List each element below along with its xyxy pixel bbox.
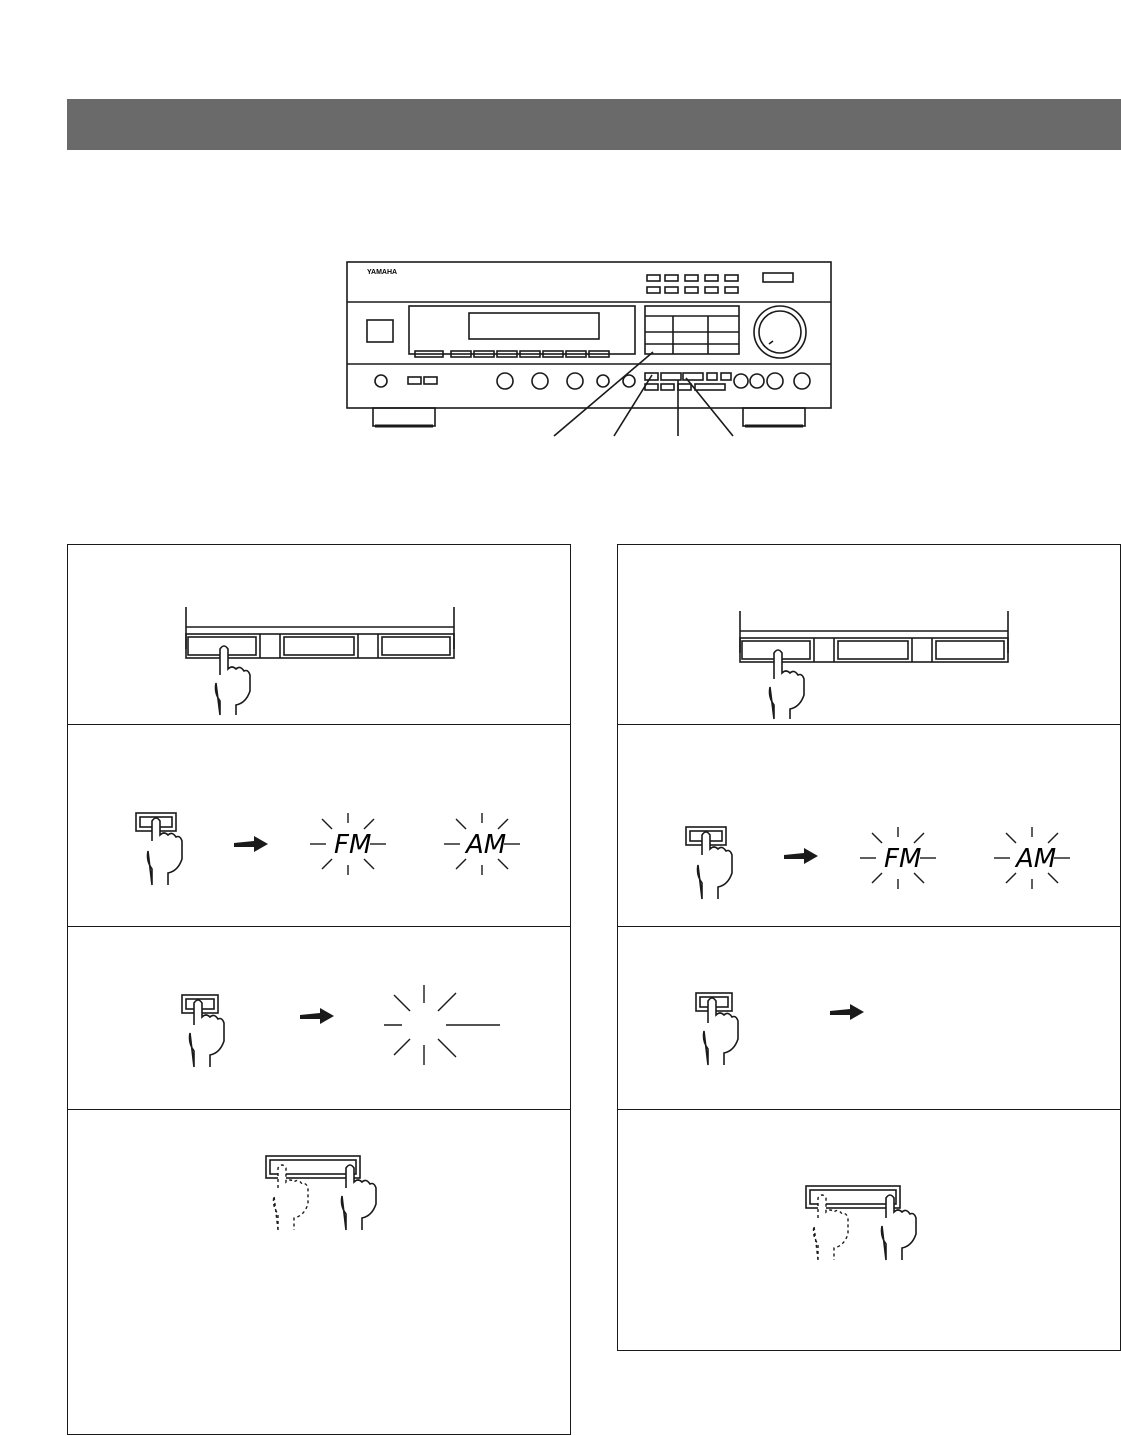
step-4	[618, 1110, 1120, 1352]
pointing-hand-icon	[190, 1000, 225, 1067]
step-2	[618, 725, 1120, 927]
right-arrow-icon	[830, 1004, 864, 1020]
step-2	[68, 725, 570, 927]
step-column-left	[67, 544, 571, 1435]
tuner-buttons-press-illustration	[186, 607, 456, 717]
right-arrow-icon	[234, 836, 268, 852]
pointing-hand-icon	[770, 650, 805, 719]
step-3	[618, 927, 1120, 1110]
step-3	[68, 927, 570, 1110]
blink-rays-icon	[384, 985, 500, 1065]
fm-am-select-illustration	[134, 811, 534, 911]
tuning-slide-illustration	[264, 1154, 374, 1234]
pointing-hand-icon	[698, 832, 733, 899]
display-am: AM	[1016, 844, 1057, 874]
fm-am-select-illustration	[684, 825, 1084, 925]
tuner-buttons-press-illustration	[740, 611, 1010, 721]
display-am: AM	[466, 830, 507, 860]
step-column-right	[617, 544, 1121, 1351]
memory-press-illustration	[694, 987, 894, 1097]
right-arrow-icon	[300, 1008, 334, 1024]
pointing-hand-icon	[882, 1195, 917, 1260]
pointing-hand-icon	[704, 998, 739, 1065]
step-1	[618, 545, 1120, 725]
pointing-hand-icon	[216, 646, 251, 715]
step-1	[68, 545, 570, 725]
display-fm: FM	[884, 844, 922, 874]
section-header-band	[67, 99, 1121, 150]
pointing-hand-icon	[342, 1165, 377, 1230]
tuning-slide-illustration	[804, 1184, 914, 1264]
step-4	[68, 1110, 570, 1436]
pointing-hand-icon	[148, 818, 183, 885]
brand-logo: YAMAHA	[367, 269, 398, 276]
display-fm: FM	[334, 830, 372, 860]
callout-lines	[540, 340, 760, 440]
memory-press-illustration	[180, 985, 510, 1095]
right-arrow-icon	[784, 848, 818, 864]
